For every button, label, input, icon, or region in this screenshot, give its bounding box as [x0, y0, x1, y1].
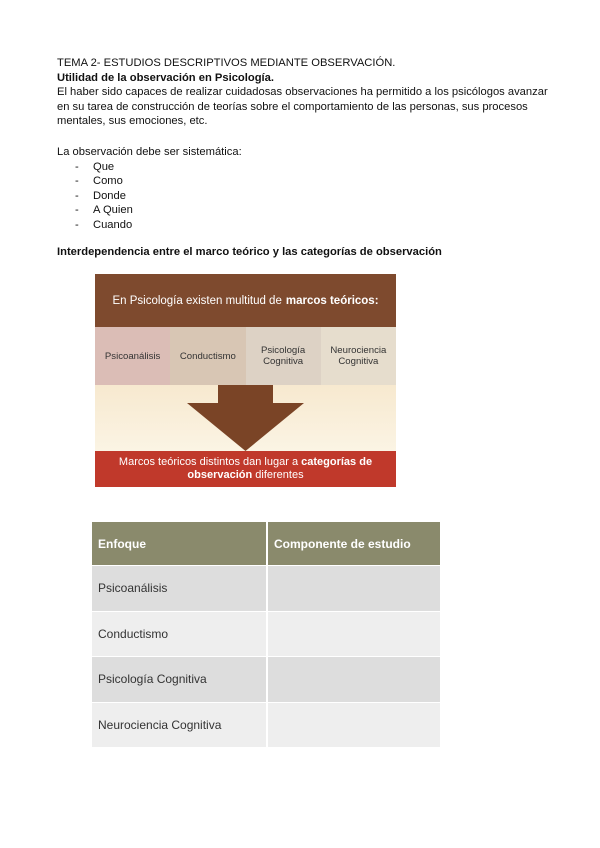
theoretical-frameworks-diagram — [95, 274, 396, 487]
table-row — [92, 566, 440, 612]
document-title: TEMA 2- ESTUDIOS DESCRIPTIVOS MEDIANTE OBSERVACIÓN. — [57, 57, 396, 69]
diagram-framework-row — [95, 327, 396, 385]
document-body — [57, 56, 557, 259]
list-item: - Cuando — [75, 218, 133, 231]
table-cell-enfoque: Psicología Cognitiva — [92, 657, 267, 703]
framework-cell-psicologia-cognitiva: Psicología Cognitiva — [246, 327, 321, 385]
diagram-top-bold: marcos teóricos: — [285, 294, 379, 307]
table-cell-enfoque: Conductismo — [92, 611, 267, 657]
table-cell-componente — [267, 566, 440, 612]
list-intro: La observación debe ser sistemática: — [57, 145, 242, 158]
table-row — [92, 702, 440, 747]
list-item: - A Quien — [75, 204, 133, 217]
table-header-componente: Componente de estudio — [267, 522, 440, 566]
section-heading: Interdependencia entre el marco teórico y las categorías de observación — [57, 245, 442, 258]
diagram-top-banner — [95, 274, 396, 327]
diagram-bottom-bold: categorías de observación — [187, 456, 373, 481]
table-row — [92, 611, 440, 657]
diagram-top-text: En Psicología existen multitud de — [112, 294, 282, 307]
table-row — [92, 657, 440, 703]
section-subtitle: Utilidad de la observación en Psicología. — [57, 71, 274, 84]
framework-cell-psicoanalisis: Psicoanálisis — [95, 327, 170, 385]
table-cell-enfoque: Neurociencia Cognitiva — [92, 702, 267, 747]
diagram-arrow-area — [95, 385, 396, 451]
down-arrow-icon — [95, 385, 396, 451]
list-item: - Como — [75, 175, 123, 188]
list-item: - Donde — [75, 189, 126, 202]
diagram-bottom-text: Marcos teóricos distintos dan lugar a — [118, 456, 299, 468]
observation-list — [57, 160, 557, 233]
framework-cell-conductismo: Conductismo — [170, 327, 245, 385]
list-item: - Que — [75, 160, 115, 173]
table-header-enfoque: Enfoque — [92, 522, 267, 566]
diagram-bottom-text-end: diferentes — [255, 469, 304, 481]
frameworks-table — [92, 522, 440, 747]
table-header-row — [92, 522, 440, 566]
table-cell-componente — [267, 611, 440, 657]
framework-cell-neurociencia-cognitiva: Neurociencia Cognitiva — [321, 327, 396, 385]
table-cell-componente — [267, 657, 440, 703]
table-cell-componente — [267, 702, 440, 747]
intro-paragraph: El haber sido capaces de realizar cuidadosas observaciones ha permitido a los psicólogos avanzar en su tarea de construcción de teorías sobre el comportamiento de las personas, sus procesos mentales, sus emociones, etc. — [57, 86, 548, 128]
table-cell-enfoque: Psicoanálisis — [92, 566, 267, 612]
diagram-bottom-banner — [95, 451, 396, 487]
